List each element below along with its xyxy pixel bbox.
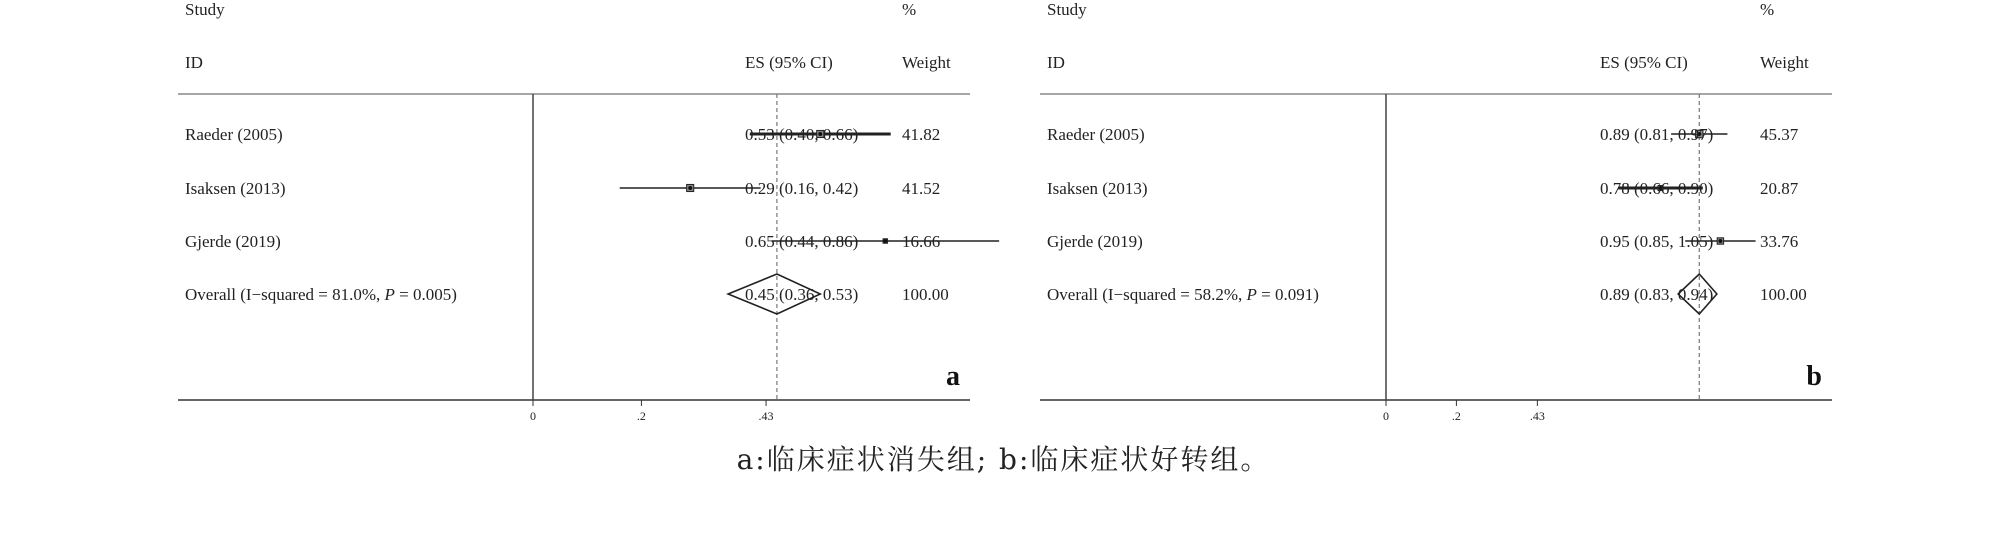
x-tick-label: .2 bbox=[1451, 409, 1461, 423]
study-label: Gjerde (2019) bbox=[185, 232, 281, 251]
overall-weight-text: 100.00 bbox=[902, 285, 949, 304]
header-es: ES (95% CI) bbox=[745, 53, 833, 72]
study-label: Isaksen (2013) bbox=[185, 179, 286, 198]
overall-label bbox=[185, 285, 457, 304]
panel-label: a bbox=[946, 361, 960, 392]
header-id: ID bbox=[185, 53, 203, 72]
overall-weight-text: 100.00 bbox=[1760, 285, 1807, 304]
effect-size-text: 0.89 (0.81, 0.97) bbox=[1600, 125, 1714, 144]
effect-size-text: 0.95 (0.85, 1.05) bbox=[1600, 232, 1714, 251]
weight-text: 16.66 bbox=[902, 232, 941, 251]
point-estimate-dot bbox=[688, 186, 692, 190]
effect-size-text: 0.53 (0.40, 0.66) bbox=[745, 125, 859, 144]
x-tick-label: 0 bbox=[1383, 409, 1389, 423]
weight-text: 41.82 bbox=[902, 125, 941, 144]
x-tick-label: 0 bbox=[530, 409, 536, 423]
header-study: Study bbox=[1047, 0, 1087, 19]
header-weight: Weight bbox=[902, 53, 951, 72]
x-tick-label: .43 bbox=[1529, 409, 1545, 423]
weight-text: 41.52 bbox=[902, 179, 941, 198]
panel-label: b bbox=[1806, 361, 1822, 392]
header-percent: % bbox=[902, 0, 917, 19]
overall-label bbox=[1047, 285, 1319, 304]
study-label: Isaksen (2013) bbox=[1047, 179, 1148, 198]
x-tick-label: .2 bbox=[636, 409, 646, 423]
overall-effect-size-text: 0.89 (0.83, 0.94) bbox=[1600, 285, 1714, 304]
header-weight: Weight bbox=[1760, 53, 1809, 72]
point-estimate-dot bbox=[1718, 239, 1722, 243]
point-estimate-dot bbox=[883, 239, 887, 243]
overall-label-prefix: Overall (I−squared = 58.2%, bbox=[1047, 285, 1247, 304]
weight-text: 33.76 bbox=[1760, 232, 1799, 251]
study-label: Gjerde (2019) bbox=[1047, 232, 1143, 251]
overall-label-p: P bbox=[1246, 285, 1257, 304]
effect-size-text: 0.78 (0.66, 0.90) bbox=[1600, 179, 1714, 198]
overall-label-suffix: = 0.005) bbox=[394, 285, 457, 304]
effect-size-text: 0.65 (0.44, 0.86) bbox=[745, 232, 859, 251]
header-study: Study bbox=[185, 0, 225, 19]
overall-label-p: P bbox=[384, 285, 395, 304]
overall-effect-size-text: 0.45 (0.36, 0.53) bbox=[745, 285, 859, 304]
x-tick-label: .43 bbox=[758, 409, 774, 423]
weight-text: 20.87 bbox=[1760, 179, 1799, 198]
overall-label-suffix: = 0.091) bbox=[1256, 285, 1319, 304]
weight-text: 45.37 bbox=[1760, 125, 1799, 144]
study-label: Raeder (2005) bbox=[1047, 125, 1145, 144]
overall-label-prefix: Overall (I−squared = 81.0%, bbox=[185, 285, 385, 304]
header-es: ES (95% CI) bbox=[1600, 53, 1688, 72]
study-label: Raeder (2005) bbox=[185, 125, 283, 144]
header-percent: % bbox=[1760, 0, 1775, 19]
effect-size-text: 0.29 (0.16, 0.42) bbox=[745, 179, 859, 198]
figure-caption: a:临床症状消失组; b:临床症状好转组。 bbox=[736, 443, 1271, 476]
header-id: ID bbox=[1047, 53, 1065, 72]
